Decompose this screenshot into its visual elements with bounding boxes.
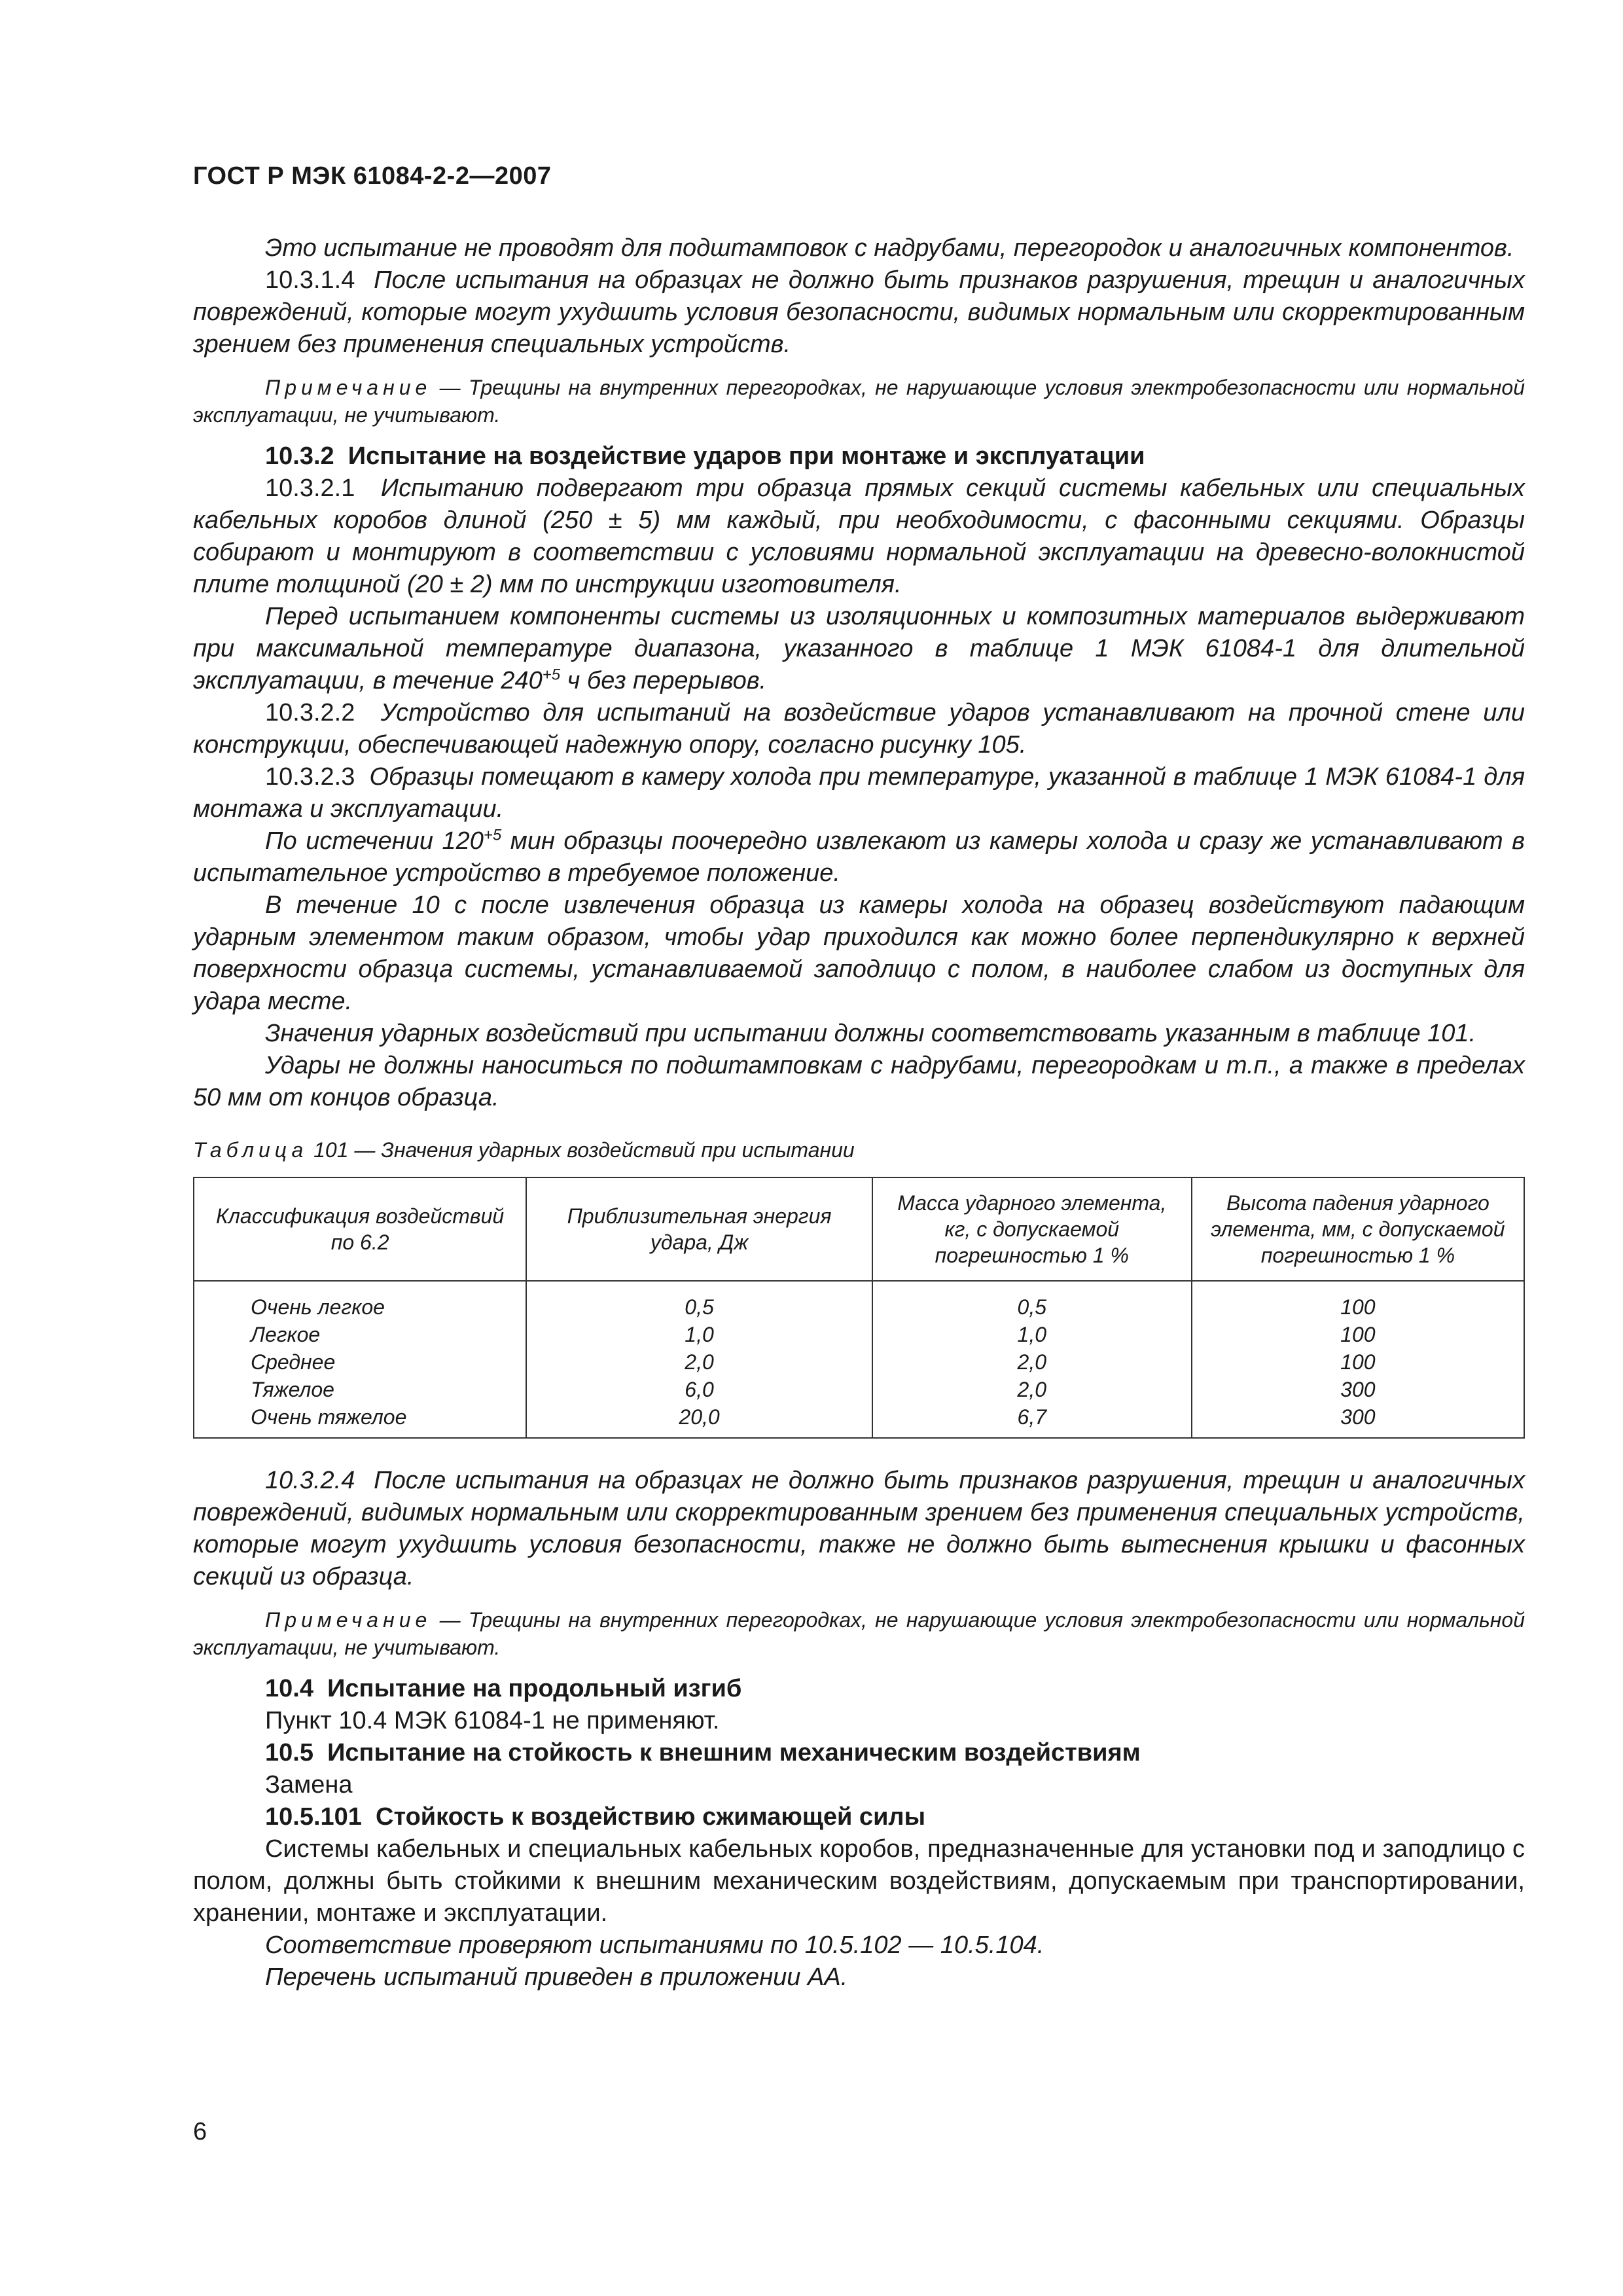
heading-text: Испытание на воздействие ударов при монтаже и эксплуатации — [348, 442, 1145, 470]
paragraph-text: По истечении 120 — [265, 827, 484, 855]
heading-number: 10.3.2 — [265, 442, 334, 470]
heading-10-5-101 — [193, 1801, 1525, 1833]
column-header: Масса ударного элемента, кг, с допускаемой погрешностью 1 % — [872, 1177, 1192, 1281]
table-cell: Очень легкое — [194, 1281, 526, 1321]
paragraph: Соответствие проверяют испытаниями по 10.5.102 — 10.5.104. — [265, 1931, 1044, 1959]
paragraph: В течение 10 с после извлечения образца из камеры холода на образец воздействуют падающим ударным элементом таким образом, чтобы удар приходился как можно более перпендикулярно к верхней поверхности образца системы, устанавливаемой заподлицо с полом, в наиболее слабом из доступных для удара месте. — [193, 891, 1525, 1015]
table-cell: 0,5 — [526, 1281, 872, 1321]
table-header-row — [194, 1177, 1524, 1281]
superscript: +5 — [483, 826, 502, 844]
table-cell: 300 — [1192, 1376, 1524, 1403]
table-cell: 100 — [1192, 1348, 1524, 1376]
table-cell: 6,7 — [872, 1403, 1192, 1438]
clause-number: 10.3.2.1 — [265, 475, 355, 502]
clause-text: Испытанию подвергают три образца прямых секций системы кабельных или специальных кабельных коробов длиной (250 ± 5) мм каждый, при необходимости, с фасонными секциями. Образцы собирают и монтируют в соответствии с условиями нормальной эксплуатации на древесно-волокнистой плите толщиной (20 ± 2) мм по инструкции изготовителя. — [193, 475, 1525, 598]
paragraph-tail: мин образцы поочередно извлекают из камеры холода и сразу же устанавливают в испытательное устройство в требуемое положение. — [193, 827, 1525, 887]
page-number: 6 — [193, 2118, 207, 2145]
table-cell: 1,0 — [526, 1321, 872, 1348]
paragraph: Перечень испытаний приведен в приложении АА. — [265, 1964, 848, 1991]
paragraph — [193, 601, 1525, 697]
paragraph: Удары не должны наноситься по подштамповкам с надрубами, перегородкам и т.п., а также в пределах 50 мм от концов образца. — [193, 1052, 1525, 1111]
heading-text: Стойкость к воздействию сжимающей силы — [376, 1803, 926, 1831]
clause-text: После испытания на образцах не должно быть признаков разрушения, трещин и аналогичных повреждений, видимых нормальным или скорректированным зрением без применения специальных устройств, которые могут ухудшить условия безопасности, также не должно быть вытеснения крышки и фасонных секций из образца. — [193, 1467, 1525, 1590]
heading-10-3-2 — [193, 440, 1525, 473]
note-text: — Трещины на внутренних перегородках, не нарушающие условия электробезопасности или нормальной эксплуатации, не учитывают. — [193, 376, 1525, 427]
table-row — [194, 1321, 1524, 1348]
table-row — [194, 1281, 1524, 1321]
column-header: Приблизительная энергия удара, Дж — [526, 1177, 872, 1281]
paragraph-tail: ч без перерывов. — [560, 667, 767, 694]
superscript: +5 — [542, 666, 561, 684]
paragraph — [193, 825, 1525, 889]
clause-text: Образцы помещают в камеру холода при температуре, указанной в таблице 1 МЭК 61084-1 для монтажа и эксплуатации. — [193, 763, 1525, 823]
table-row — [194, 1348, 1524, 1376]
note — [193, 1606, 1525, 1661]
table-cell: 300 — [1192, 1403, 1524, 1438]
heading-number: 10.5 — [265, 1739, 313, 1767]
paragraph: Системы кабельных и специальных кабельных коробов, предназначенные для установки под и заподлицо с полом, должны быть стойкими к внешним механическим воздействиям, допускаемым при транспортировании, хранении, монтаже и эксплуатации. — [193, 1835, 1525, 1927]
paragraph-text: Перед испытанием компоненты системы из изоляционных и композитных материалов выдерживают при максимальной температуре диапазона, указанного в таблице 1 МЭК 61084-1 для длительной эксплуатации, в течение 240 — [193, 603, 1525, 694]
table-101 — [193, 1177, 1525, 1439]
paragraph: Значения ударных воздействий при испытании должны соответствовать указанным в таблице 101. — [265, 1020, 1476, 1047]
clause-10-3-1-4 — [193, 264, 1525, 361]
paragraph: Это испытание не проводят для подштамповок с надрубами, перегородок и аналогичных компонентов. — [265, 234, 1514, 262]
column-header: Классификация воздействий по 6.2 — [194, 1177, 526, 1281]
clause-number: 10.3.2.2 — [265, 699, 355, 726]
document-header: ГОСТ Р МЭК 61084-2-2—2007 — [193, 162, 552, 190]
clause-number: 10.3.2.3 — [265, 763, 355, 791]
note-label: Примечание — [265, 376, 432, 399]
heading-text: Испытание на продольный изгиб — [327, 1675, 742, 1702]
clause-10-3-2-2 — [193, 697, 1525, 761]
heading-text: Испытание на стойкость к внешним механическим воздействиям — [327, 1739, 1141, 1767]
table-caption — [193, 1136, 1525, 1164]
column-header: Высота падения ударного элемента, мм, с допускаемой погрешностью 1 % — [1192, 1177, 1524, 1281]
clause-number: 10.3.2.4 — [265, 1467, 355, 1494]
note-label: Примечание — [265, 1608, 432, 1632]
clause-10-3-2-4 — [193, 1465, 1525, 1593]
table-cell: Среднее — [194, 1348, 526, 1376]
note-text: — Трещины на внутренних перегородках, не нарушающие условия электробезопасности или нормальной эксплуатации, не учитывают. — [193, 1608, 1525, 1659]
heading-10-4 — [193, 1673, 1525, 1705]
table-cell: Тяжелое — [194, 1376, 526, 1403]
table-cell: 6,0 — [526, 1376, 872, 1403]
heading-number: 10.5.101 — [265, 1803, 362, 1831]
paragraph: Замена — [265, 1771, 353, 1799]
table-cell: 1,0 — [872, 1321, 1192, 1348]
heading-10-5 — [193, 1737, 1525, 1769]
table-cell: Очень тяжелое — [194, 1403, 526, 1438]
table-cell: Легкое — [194, 1321, 526, 1348]
heading-number: 10.4 — [265, 1675, 313, 1702]
table-cell: 20,0 — [526, 1403, 872, 1438]
table-cell: 100 — [1192, 1281, 1524, 1321]
table-row — [194, 1376, 1524, 1403]
table-cell: 100 — [1192, 1321, 1524, 1348]
table-cell: 2,0 — [872, 1376, 1192, 1403]
clause-10-3-2-3 — [193, 761, 1525, 825]
clause-text: После испытания на образцах не должно быть признаков разрушения, трещин и аналогичных повреждений, которые могут ухудшить условия безопасности, видимых нормальным или скорректированным зрением без применения специальных устройств. — [193, 266, 1525, 358]
clause-text: Устройство для испытаний на воздействие ударов устанавливают на прочной стене или конструкции, обеспечивающей надежную опору, согласно рисунку 105. — [193, 699, 1525, 759]
table-cell: 0,5 — [872, 1281, 1192, 1321]
table-row — [194, 1403, 1524, 1438]
caption-label: Таблица — [193, 1138, 308, 1162]
caption-text: 101 — Значения ударных воздействий при испытании — [308, 1138, 855, 1162]
document-body — [193, 232, 1525, 1994]
table-cell: 2,0 — [526, 1348, 872, 1376]
clause-number: 10.3.1.4 — [265, 266, 355, 294]
table-cell: 2,0 — [872, 1348, 1192, 1376]
spacer — [193, 1439, 1525, 1465]
note — [193, 374, 1525, 429]
clause-10-3-2-1 — [193, 473, 1525, 601]
paragraph: Пункт 10.4 МЭК 61084-1 не применяют. — [265, 1707, 720, 1734]
